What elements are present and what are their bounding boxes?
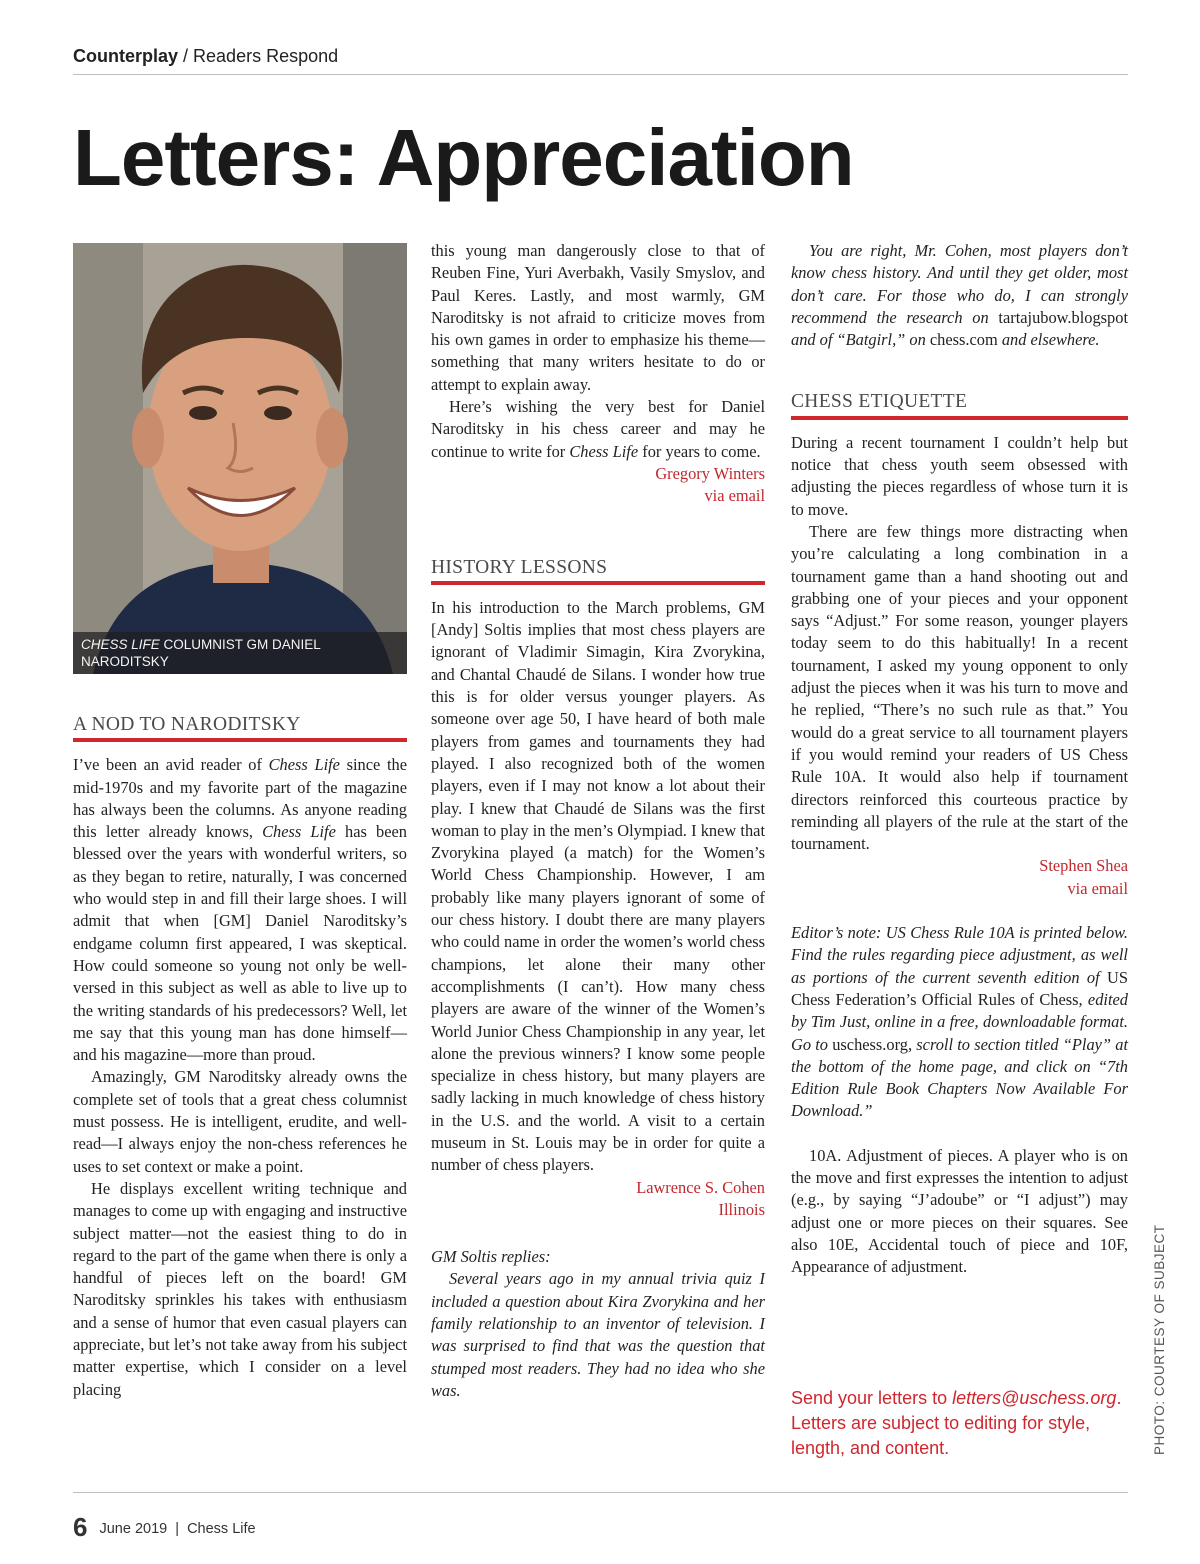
l1p1-b: Chess Life <box>268 755 340 775</box>
footer-divider <box>73 1492 1128 1493</box>
send-note-c: . Letters are subject to editing for style, length, and content. <box>791 1388 1122 1458</box>
reply2-c: and of “Batgirl,” on <box>791 330 930 350</box>
letter1-paragraph-5 <box>431 396 765 463</box>
section-name: Counterplay <box>73 46 179 66</box>
letter1-paragraph-2: Amazingly, GM Naroditsky already owns the complete set of tools that a great chess columnist must possess. He is intelligent, erudite, and well-read—I always enjoy the non-chess references he uses to set context or make a point. <box>73 1067 407 1176</box>
heading-nod-to-naroditsky: A NOD TO NARODITSKY <box>73 714 407 742</box>
soltis-reply-label: GM Soltis replies: <box>431 1247 551 1267</box>
letter1-paragraph-3: He displays excellent writing technique and manages to come up with engaging and instructive subject matter—not the easiest thing to do in regard to the part of the game when there is only a handful of pieces left on the board! GM Naroditsky sprinkles his takes with enthusiasm and a sense of humor that even casual players can appreciate, but let’s not take away from his subject matter expertise, which I consider on a level placing <box>73 1178 407 1399</box>
header-separator: / <box>178 46 194 66</box>
page-header <box>73 46 1128 75</box>
l1p1-a: I’ve been an avid reader of <box>73 755 269 775</box>
column-3 <box>791 240 1128 1278</box>
l1p1-c: since the mid-1970s and my favorite part of the magazine has always been the columns. As anyone reading this letter already knows, <box>73 755 407 842</box>
signature-place-2: Illinois <box>718 1199 765 1219</box>
l1p5-c: for years to come. <box>638 441 761 461</box>
editors-note <box>791 922 1128 1123</box>
signature-stephen-shea: Stephen Shea <box>1039 856 1128 876</box>
caption-magazine: CHESS LIFE <box>81 637 160 652</box>
soltis-reply-paragraph-2 <box>791 240 1128 351</box>
note-d: uschess.org <box>832 1034 908 1054</box>
page-number: 6 <box>73 1512 88 1542</box>
letter3-paragraph-1: During a recent tournament I couldn’t help but notice that chess youth seem obsessed with adjusting the pieces regardless of whose turn it is to move. <box>791 432 1128 519</box>
l1p1-d: Chess Life <box>262 822 336 842</box>
l1p1-e: has been blessed over the years with wonderful writers, so as they began to retire, naturally, I was concerned who would step in and fill their large shoes. I will admit that when [GM] Daniel Naroditsky’s endgame column first appeared, I was skeptical. How could someone so young not only be well-versed in this subject as well as able to live up to the writing standards of his predecessors? Well, let me say that this young man has done himself—and his magazine—more than proud. <box>73 822 407 1065</box>
footer-text: June 2019 | Chess Life <box>99 1521 256 1537</box>
reply2-d: chess.com <box>929 330 998 350</box>
signature-lawrence-cohen: Lawrence S. Cohen <box>636 1177 765 1197</box>
column-1 <box>73 714 407 1401</box>
rule-10a: 10A. Adjustment of pieces. A player who is on the move and first expresses the intention to adjust (e.g., by saying “J’adoube” or “I adjust”) may adjust one or more pieces on their squares. See also 10E, Accidental touch of piece and 10F, Appearance of adjustment. <box>791 1145 1128 1277</box>
letter1-paragraph-4: this young man dangerously close to that of Reuben Fine, Yuri Averbakh, Vasily Smyslov, and Paul Keres. Lastly, and most warmly, GM Naroditsky is not afraid to criticize moves from his own games in order to emphasize his theme—something that many writers hesitate to do or attempt to explain away. <box>431 241 765 394</box>
signature-place-3: via email <box>1067 878 1128 898</box>
photo-credit: PHOTO: COURTESY OF SUBJECT <box>1152 1224 1167 1455</box>
signature-place-1: via email <box>704 486 765 506</box>
letter1-paragraph-1 <box>73 754 407 1066</box>
heading-chess-etiquette: CHESS ETIQUETTE <box>791 391 1128 419</box>
letter2-paragraph-1: In his introduction to the March problems, GM [Andy] Soltis implies that most chess players are ignorant of Vladimir Simagin, Kira Zvorykina, and Chantal Chaudé de Silans. I wonder how true this is for older versus younger players. As someone over age 50, I have heard of both male players from games and tournaments they had played. I also recognized both of the women players, even if I may not know a lot about their play. I knew that Chaudé de Silans was the first woman to play in the men’s Olympiad. I knew that Zvorykina played (a match) for the Women’s World Chess Championship. However, I am probably like many players ignorant of some of our chess history. I doubt there are many players who could name in order the women’s world chess champions, let alone their many other accomplishments (I can’t). How many chess players are aware of the winner of the Women’s World Junior Chess Championship in any year, let alone the previous winners? I know some people specialize in chess history, but many players are sadly lacking in much knowledge of chess history in the U.S. and the world. A visit to a certain museum in St. Louis may be in order for quite a number of chess players. <box>431 597 765 1175</box>
portrait-illustration <box>73 243 407 674</box>
send-letters-note <box>791 1386 1131 1461</box>
send-note-a: Send your letters to <box>791 1388 953 1408</box>
column-2 <box>431 240 765 1402</box>
page-footer <box>73 1512 256 1543</box>
caption-text: COLUMNIST GM DANIEL NARODITSKY <box>81 637 321 669</box>
note-a: Editor’s note: US Chess Rule 10A is printed below. Find the rules regarding piece adjustment, as well as portions of the current seventh edition of <box>791 923 1128 987</box>
soltis-reply-paragraph-1: Several years ago in my annual trivia quiz I included a question about Kira Zvorykina and her family relationship to an inventor of television. I was surprised to find that was the question that stumped most readers. They had no idea who she was. <box>431 1269 765 1400</box>
letters-email-link[interactable]: letters@uschess.org <box>952 1388 1117 1408</box>
signature-gregory-winters: Gregory Winters <box>655 463 765 483</box>
l1p5-a: Here’s wishing the very best for Daniel Naroditsky in his chess career and may he continue to write for <box>431 397 765 461</box>
letter3-paragraph-2: There are few things more distracting when you’re calculating a long combination in a tournament game than a hand shooting out and grabbing one of your pieces and your opponent says “Adjust.” For some reason, younger players today seem to do this habitually! In a recent tournament, I asked my young opponent to only adjust the pieces when it was his turn to move and he replied, “There’s no such rule as that.” You would do a great service to all tournament players if you would remind your readers of US Chess Rule 10A. It would also help if tournament directors reinforced this courteous practice by reminding all players of the rule at the start of the tournament. <box>791 521 1128 854</box>
columnist-photo <box>73 243 407 674</box>
photo-caption <box>73 632 407 674</box>
note-b: US Chess Federation’s Official Rules of Chess <box>791 967 1128 1009</box>
heading-history-lessons: HISTORY LESSONS <box>431 557 765 585</box>
l1p5-b: Chess Life <box>569 441 639 461</box>
reply2-b: tartajubow.blogspot <box>998 307 1128 327</box>
page-title: Letters: Appreciation <box>73 113 854 202</box>
subsection-name: Readers Respond <box>193 46 339 66</box>
reply2-e: and elsewhere. <box>997 330 1100 350</box>
note-e: , scroll to section titled “Play” at the bottom of the home page, and click on “7th Edition Rule Book Chapters Now Available For Download.” <box>791 1034 1128 1121</box>
note-c: , edited by Tim Just, online in a free, downloadable format. Go to <box>791 989 1128 1054</box>
reply2-a: You are right, Mr. Cohen, most players don’t know chess history. And until they get older, most don’t care. For those who do, I can strongly recommend the research on <box>791 241 1128 327</box>
